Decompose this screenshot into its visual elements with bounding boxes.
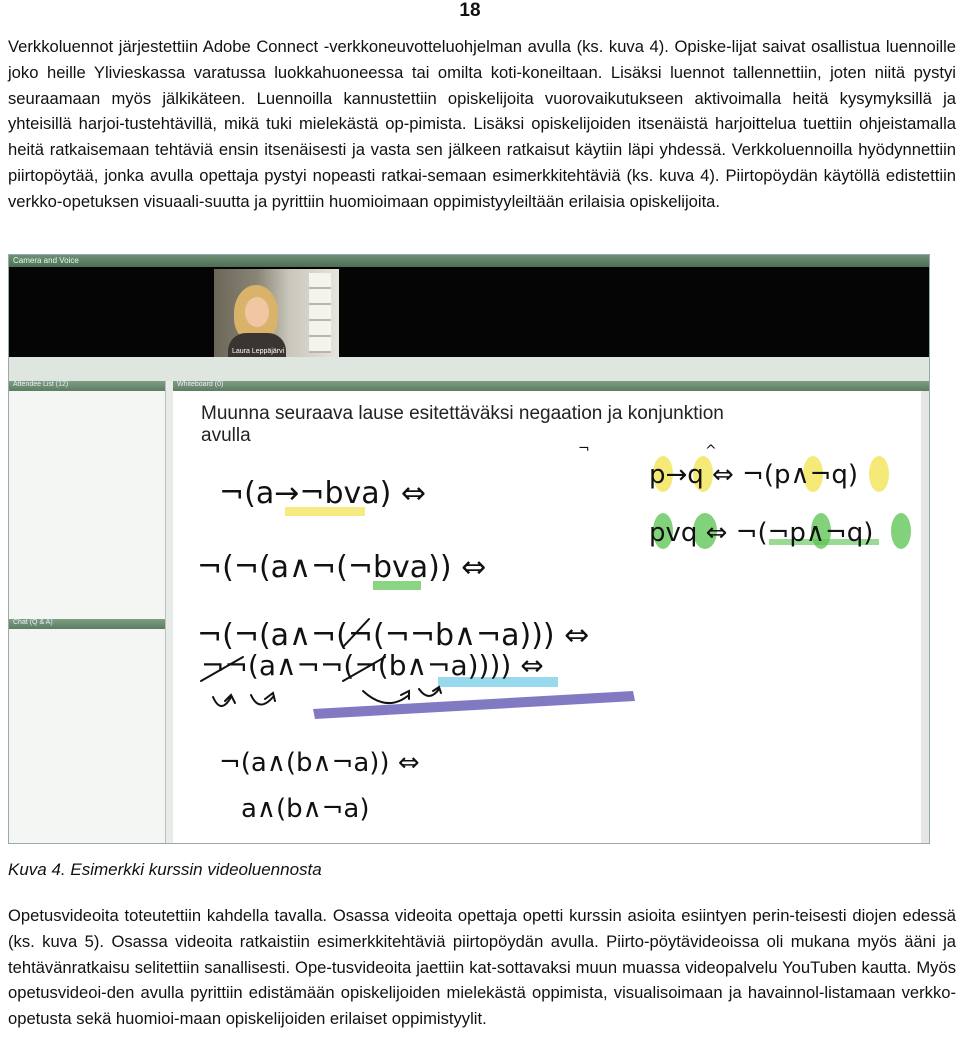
camera-panel (9, 267, 929, 357)
green-highlight-q2 (891, 513, 911, 549)
caret-mark-2: ^ (705, 443, 717, 459)
yellow-highlight-q2 (869, 456, 889, 492)
chat-panel (9, 619, 166, 843)
handwriting-line-2: ¬(¬(a∧¬(¬bva)) ⇔ (197, 550, 487, 585)
body-paragraph-2: Opetusvideoita toteutettiin kahdella tavalla. Osassa videoita opettaja opetti kurssin asioita esiintyen perin-teisesti diojen edessä (ks. kuva 5). Osassa videoita ratkaistiin esimerkkitehtäviä piirtopöydän avulla. Piirto-pöytävideoissa oli mukana myös ääni ja tehtävänratkaisu selitettiin sanallisesti. Ope-tusvideoita jaettiin kat-sottavaksi muun muassa videopalvelu YouTuben kautta. Myös opetusvideoi-den avulla pyrittiin edistämään opiskelijoiden mielekästä oppimista, visualisoimaan ja havainnol-listamaan verkko-opetusta sekä huomioi-maan opiskelijoiden erilaiset oppimistyylit. (8, 906, 956, 1029)
whiteboard-canvas (173, 391, 921, 843)
caret-mark-1: ¬ (578, 441, 590, 457)
bookshelf-background (309, 273, 331, 353)
handwriting-rule-1: p→q ⇔ ¬(p∧¬q) (649, 460, 859, 490)
handwriting-line-1: ¬(a→¬bva) ⇔ (219, 476, 427, 511)
panel-divider (9, 357, 929, 381)
purple-highlight (313, 691, 635, 719)
presenter-name: Laura Leppäjärvi (232, 348, 285, 355)
body-paragraph-1: Verkkoluennot järjestettiin Adobe Connect -verkkoneuvotteluohjelman avulla (ks. kuva 4). Opiske-lijat saivat osallistua luennoille joko heille Ylivieskassa varatussa luokkahuoneessa tai omilta koti-koneiltaan. Lisäksi luennot tallennettiin, joten niitä pystyi seuraamaan myös jälkikäteen. Luennoilla kannustettiin opiskelijoita vuorovaikutukseen aktivoimalla heitä kysymyksillä ja yhteisillä harjoi-tustehtävillä, mikä tuki mielekästä op-pimista. Lisäksi opiskelijoiden itsenäistä harjoittelua tuettiin ohjeistamalla heitä ratkaisemaan tehtäviä ensin itsenäisesti ja vasta sen jälkeen ratkaisut käytiin läpi yhdessä. Verkkoluennoilla hyödynnettiin piirtopöytää, jonka avulla opettaja pystyi nopeasti ratkai-semaan esimerkkitehtäviä (ks. kuva 4). Piirtopöydän käytöllä edistettiin verkko-opetuksen visuaali-suutta ja pyrittiin huomioimaan oppimistyyleiltään erilaisia opiskelijoita. (8, 37, 956, 211)
handwriting-rule-2: pvq ⇔ ¬(¬p∧¬q) (649, 518, 874, 548)
camera-panel-titlebar (9, 255, 929, 267)
figure-caption: Kuva 4. Esimerkki kurssin videoluennosta (8, 860, 322, 879)
attendee-list-title: Attendee List (12) (13, 381, 69, 388)
arrow-mark-3 (363, 691, 409, 703)
figure-screenshot (8, 254, 930, 844)
chat-panel-title: Chat (Q & A) (13, 619, 53, 626)
whiteboard-title: Whiteboard (0) (177, 381, 224, 388)
whiteboard-heading: Muunna seuraava lause esitettäväksi negaation ja konjunktion avulla (201, 403, 724, 446)
camera-panel-title: Camera and Voice (13, 256, 79, 265)
arrow-mark-1 (213, 695, 235, 706)
handwriting-line-3: ¬(¬(a∧¬(¬(¬¬b∧¬a))) ⇔ (197, 618, 590, 653)
handwriting-line-4: ¬¬(a∧¬¬(¬(b∧¬a)))) ⇔ (201, 649, 544, 682)
handwriting-line-5: ¬(a∧(b∧¬a)) ⇔ (219, 748, 420, 778)
page-number: 18 (459, 0, 481, 21)
whiteboard-panel (173, 381, 929, 843)
attendee-list-panel (9, 381, 166, 619)
arrow-mark-2 (251, 693, 275, 705)
presenter-face (245, 297, 269, 327)
webcam-video (214, 269, 339, 357)
whiteboard-scrollbar[interactable] (921, 391, 929, 843)
handwriting-line-6: a∧(b∧¬a) (241, 794, 370, 824)
arrow-mark-4 (419, 687, 441, 696)
